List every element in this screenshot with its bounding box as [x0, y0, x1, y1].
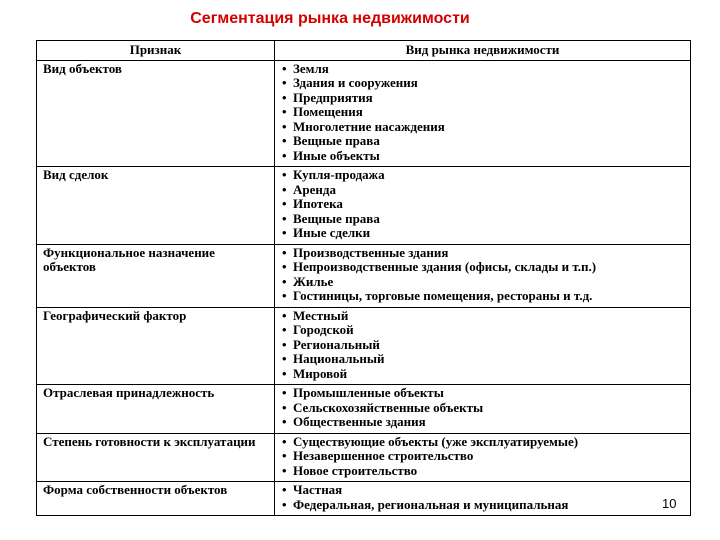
list-item: • Существующие объекты (уже эксплуатируемые) — [281, 435, 684, 450]
market-types-cell — [275, 244, 691, 307]
market-type-list — [281, 62, 684, 166]
market-types-cell — [275, 167, 691, 245]
market-type-list — [281, 246, 684, 306]
feature-cell: Вид сделок — [37, 167, 275, 245]
list-item: • Предприятия — [281, 91, 684, 106]
header-market-type: Вид рынка недвижимости — [275, 41, 691, 61]
market-types-cell — [275, 60, 691, 167]
feature-cell: Степень готовности к эксплуатации — [37, 433, 275, 482]
list-item: • Местный — [281, 309, 684, 324]
list-item: • Непроизводственные здания (офисы, склады и т.п.) — [281, 260, 684, 275]
header-feature: Признак — [37, 41, 275, 61]
list-item: • Иные объекты — [281, 149, 684, 164]
list-item: • Вещные права — [281, 212, 684, 227]
list-item: • Общественные здания — [281, 415, 684, 430]
market-type-list — [281, 168, 684, 243]
list-item: • Аренда — [281, 183, 684, 198]
page-title: Сегментация рынка недвижимости — [190, 10, 470, 27]
feature-cell: Функциональное назначение объектов — [37, 244, 275, 307]
list-item: • Помещения — [281, 105, 684, 120]
list-item: • Вещные права — [281, 134, 684, 149]
table-row — [37, 167, 691, 245]
market-type-list — [281, 386, 684, 432]
table-header-row — [37, 41, 691, 61]
page-number: 10 — [662, 496, 677, 511]
market-types-cell — [275, 385, 691, 434]
feature-cell: Географический фактор — [37, 307, 275, 385]
market-type-list — [281, 483, 684, 514]
list-item: • Гостиницы, торговые помещения, рестораны и т.д. — [281, 289, 684, 304]
list-item: • Производственные здания — [281, 246, 684, 261]
list-item: • Купля-продажа — [281, 168, 684, 183]
table-row — [37, 307, 691, 385]
feature-cell: Отраслевая принадлежность — [37, 385, 275, 434]
list-item: • Частная — [281, 483, 684, 498]
table-row — [37, 482, 691, 516]
feature-cell: Форма собственности объектов — [37, 482, 275, 516]
list-item: • Иные сделки — [281, 226, 684, 241]
table-row — [37, 433, 691, 482]
table-row — [37, 385, 691, 434]
list-item: • Федеральная, региональная и муниципальная — [281, 498, 684, 513]
list-item: • Ипотека — [281, 197, 684, 212]
table-row — [37, 244, 691, 307]
market-types-cell — [275, 482, 691, 516]
list-item: • Сельскохозяйственные объекты — [281, 401, 684, 416]
table-row — [37, 60, 691, 167]
list-item: • Земля — [281, 62, 684, 77]
list-item: • Мировой — [281, 367, 684, 382]
list-item: • Городской — [281, 323, 684, 338]
list-item: • Новое строительство — [281, 464, 684, 479]
segmentation-table — [36, 40, 691, 516]
market-types-cell — [275, 307, 691, 385]
feature-cell: Вид объектов — [37, 60, 275, 167]
list-item: • Промышленные объекты — [281, 386, 684, 401]
list-item: • Многолетние насаждения — [281, 120, 684, 135]
list-item: • Здания и сооружения — [281, 76, 684, 91]
list-item: • Жилье — [281, 275, 684, 290]
market-type-list — [281, 435, 684, 481]
list-item: • Региональный — [281, 338, 684, 353]
list-item: • Национальный — [281, 352, 684, 367]
market-type-list — [281, 309, 684, 384]
market-types-cell — [275, 433, 691, 482]
list-item: • Незавершенное строительство — [281, 449, 684, 464]
